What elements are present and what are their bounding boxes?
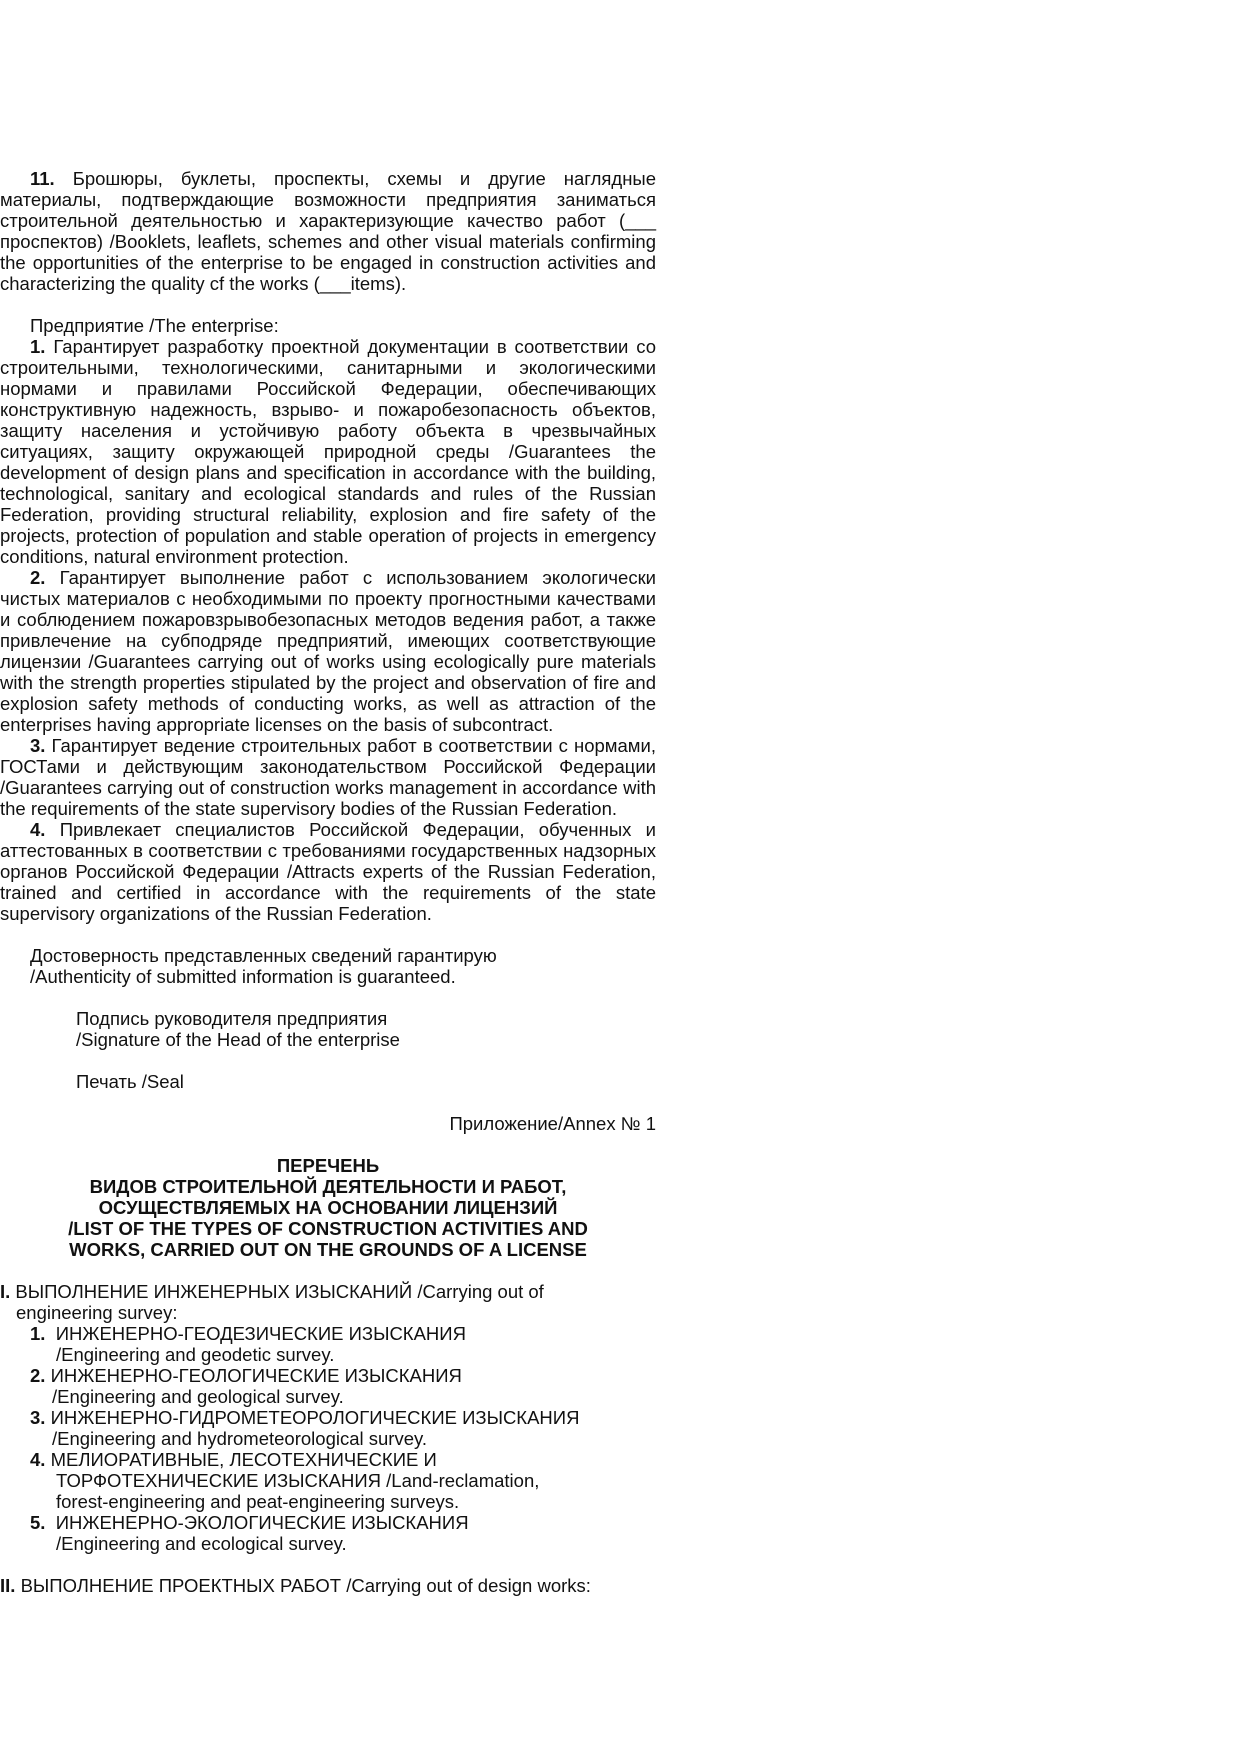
guarantee-text: Гарантирует разработку проектной документации в соответствии со строительными, технологическими, санитарными и экологическими нормами и правилами Российской Федерации, обеспечивающих конструктивную надежность, взрыво- и пожаробезопасность объектов, защиту населения и устойчивую работу объекта в чрезвычайных ситуациях, защиту окружающей природной среды /Guarantees the development of design plans and specification in accordance with the building, technological, sanitary and ecological standards and rules of the Russian Federation, providing structural reliability, explosion and fire safety of the projects, protection of population and stable operation of projects in emergency conditions, natural environment protection.: [0, 336, 657, 567]
guarantee-number: 4.: [30, 819, 46, 840]
survey-item-1: [0, 1323, 656, 1365]
survey-item-4: [0, 1449, 656, 1512]
guarantee-text: Гарантирует выполнение работ с использованием экологически чистых материалов с необходимыми по проекту прогностными качествами и соблюдением пожаровзрывобезопасных методов ведения работ, а также привлечение на субподряде предприятий, имеющих соответствующие лицензии /Guarantees carrying out of works using ecologically pure materials with the strength properties stipulated by the project and observation of fire and explosion safety methods of conducting works, as well as attraction of the enterprises having appropriate licenses on the basis of subcontract.: [0, 567, 656, 735]
survey-item-number: 1.: [30, 1323, 46, 1344]
section-11-paragraph: [0, 168, 656, 294]
survey-item-line-1: ИНЖЕНЕРНО-ЭКОЛОГИЧЕСКИЕ ИЗЫСКАНИЯ: [55, 1512, 469, 1533]
list-title-line: /LIST OF THE TYPES OF CONSTRUCTION ACTIVITIES AND: [68, 1218, 588, 1239]
enterprise-heading: Предприятие /The enterprise:: [30, 315, 279, 336]
section-I-heading: [0, 1281, 656, 1323]
guarantee-number: 3.: [30, 735, 46, 756]
list-title-line: WORKS, CARRIED OUT ON THE GROUNDS OF A LICENSE: [69, 1239, 587, 1260]
authenticity-line-2: /Authenticity of submitted information is guaranteed.: [30, 966, 456, 987]
survey-item-line-1: ИНЖЕНЕРНО-ГЕОДЕЗИЧЕСКИЕ ИЗЫСКАНИЯ: [55, 1323, 466, 1344]
survey-item-line-2: /Engineering and geodetic survey.: [56, 1344, 335, 1365]
survey-item-number: 3.: [30, 1407, 46, 1428]
section-II-number: II.: [0, 1575, 16, 1596]
survey-item-3: [0, 1407, 656, 1449]
survey-item-line-1: МЕЛИОРАТИВНЫЕ, ЛЕСОТЕХНИЧЕСКИЕ И: [50, 1449, 437, 1470]
document-page: [0, 168, 656, 1596]
survey-item-line-2: ТОРФОТЕХНИЧЕСКИЕ ИЗЫСКАНИЯ /Land-reclamation,: [56, 1470, 540, 1491]
guarantee-text: Гарантирует ведение строительных работ в соответствии с нормами, ГОСТами и действующим законодательством Российской Федерации /Guarantees carrying out of construction works management in accordance with the requirements of the state supervisory bodies of the Russian Federation.: [0, 735, 656, 819]
survey-item-line-2: /Engineering and ecological survey.: [56, 1533, 347, 1554]
section-II-text: ВЫПОЛНЕНИЕ ПРОЕКТНЫХ РАБОТ /Carrying out of design works:: [20, 1575, 591, 1596]
guarantee-paragraph-1: [0, 336, 656, 567]
guarantee-number: 2.: [30, 567, 46, 588]
survey-item-number: 4.: [30, 1449, 46, 1470]
signature-line-2: /Signature of the Head of the enterprise: [76, 1029, 400, 1050]
survey-item-number: 2.: [30, 1365, 46, 1386]
seal-label: Печать /Seal: [76, 1071, 184, 1092]
list-title-line: ПЕРЕЧЕНЬ: [276, 1155, 380, 1176]
guarantee-paragraph-2: [0, 567, 656, 735]
survey-item-line-2: /Engineering and geological survey.: [52, 1386, 344, 1407]
guarantee-paragraph-3: [0, 735, 656, 819]
survey-item-line-2: /Engineering and hydrometeorological survey.: [52, 1428, 428, 1449]
section-11-text: Брошюры, буклеты, проспекты, схемы и другие наглядные материалы, подтверждающие возможности предприятия заниматься строительной деятельностью и характеризующие качество работ (___ проспектов) /Booklets, leaflets, schemes and other visual materials confirming the opportunities of the enterprise to be engaged in construction activities and characterizing the quality cf the works (___items).: [0, 168, 656, 294]
guarantee-number: 1.: [30, 336, 46, 357]
list-title-line: ВИДОВ СТРОИТЕЛЬНОЙ ДЕЯТЕЛЬНОСТИ И РАБОТ,: [89, 1176, 567, 1197]
authenticity-line-1: Достоверность представленных сведений гарантирую: [30, 945, 497, 966]
survey-item-5: [0, 1512, 656, 1554]
list-title: [0, 1155, 656, 1260]
list-title-line: ОСУЩЕСТВЛЯЕМЫХ НА ОСНОВАНИИ ЛИЦЕНЗИЙ: [98, 1197, 558, 1218]
survey-item-number: 5.: [30, 1512, 46, 1533]
survey-item-line-3: forest-engineering and peat-engineering surveys.: [56, 1491, 460, 1512]
signature-line-1: Подпись руководителя предприятия: [76, 1008, 388, 1029]
section-11-number: 11.: [30, 168, 55, 189]
section-II-heading: [0, 1575, 656, 1596]
survey-item-line-1: ИНЖЕНЕРНО-ГИДРОМЕТЕОРОЛОГИЧЕСКИЕ ИЗЫСКАНИЯ: [50, 1407, 580, 1428]
annex-label: Приложение/Annex № 1: [449, 1113, 656, 1134]
section-I-line-2: engineering survey:: [16, 1302, 178, 1323]
section-I-number: I.: [0, 1281, 11, 1302]
survey-item-line-1: ИНЖЕНЕРНО-ГЕОЛОГИЧЕСКИЕ ИЗЫСКАНИЯ: [50, 1365, 462, 1386]
guarantee-text: Привлекает специалистов Российской Федерации, обученных и аттестованных в соответствии с требованиями государственных надзорных органов Российской Федерации /Attracts experts of the Russian Federation, trained and certified in accordance with the requirements of the state supervisory organizations of the Russian Federation.: [0, 819, 657, 924]
survey-item-2: [0, 1365, 656, 1407]
guarantee-paragraph-4: [0, 819, 656, 924]
section-I-line-1: ВЫПОЛНЕНИЕ ИНЖЕНЕРНЫХ ИЗЫСКАНИЙ /Carrying out of: [15, 1281, 544, 1302]
